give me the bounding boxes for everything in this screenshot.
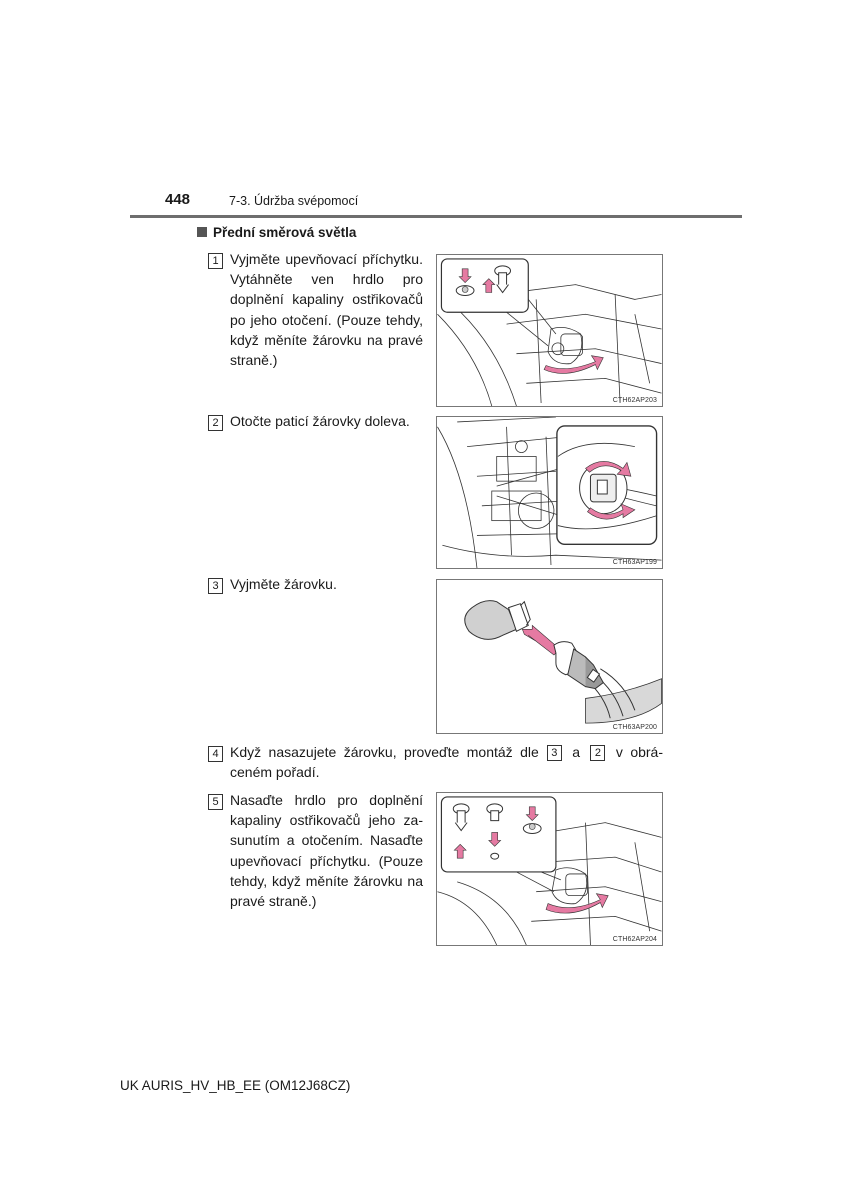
figure-step-1 <box>436 254 663 407</box>
step-2-number: 2 <box>208 415 223 431</box>
step-3-number: 3 <box>208 578 223 594</box>
chapter-title: 7-3. Údržba svépomocí <box>229 194 359 208</box>
step-4-text <box>230 742 663 782</box>
figure-code-2: CTH63AP199 <box>612 559 657 566</box>
step-4-text-c: v obráceném pořadí. <box>230 744 664 781</box>
footer-model-code: UK AURIS_HV_HB_EE (OM12J68CZ) <box>120 1078 351 1093</box>
figure-code-3: CTH63AP200 <box>612 724 657 731</box>
page-number: 448 <box>165 191 191 208</box>
step-5-text: Nasaďte hrdlo pro doplnění kapaliny ostřikovačů jeho zasunutím a otočením. Nasaďte upevňovací příchytku. (Pouze tehdy, když měníte žárovku na pravé straně.) <box>230 792 423 910</box>
step-1-number: 1 <box>208 253 223 269</box>
clip-installation-illustration <box>437 793 662 945</box>
step-4-text-b: a <box>572 744 581 760</box>
figure-code-5: CTH62AP204 <box>612 936 657 943</box>
step-4-ref-2: 2 <box>590 745 605 761</box>
step-4-number: 4 <box>208 746 223 762</box>
figure-code-1: CTH62AP203 <box>612 397 657 404</box>
figure-step-2 <box>436 416 663 569</box>
figure-step-5 <box>436 792 663 946</box>
bulb-socket-turn-illustration <box>437 417 662 568</box>
header-divider <box>130 215 742 218</box>
section-heading <box>197 225 356 240</box>
step-3-text: Vyjměte žárovku. <box>230 576 337 592</box>
step-4-ref-1: 3 <box>547 745 562 761</box>
section-title: Přední směrová světla <box>213 225 357 240</box>
square-bullet-icon <box>197 227 207 237</box>
step-2-text: Otočte paticí žárovky doleva. <box>230 413 410 429</box>
bulb-removal-illustration <box>437 580 662 733</box>
step-4-text-a: Když nasazujete žárovku, proveďte montáž dle <box>230 744 539 760</box>
step-1-text: Vyjměte upevňovací příchytku. Vytáhněte ven hrdlo pro doplnění kapaliny ostřikovačů po jeho otočení. (Pouze tehdy, když měníte žárovku na pravé straně.) <box>230 251 423 369</box>
clip-removal-illustration <box>437 255 662 406</box>
step-5-number: 5 <box>208 794 223 810</box>
figure-step-3 <box>436 579 663 734</box>
